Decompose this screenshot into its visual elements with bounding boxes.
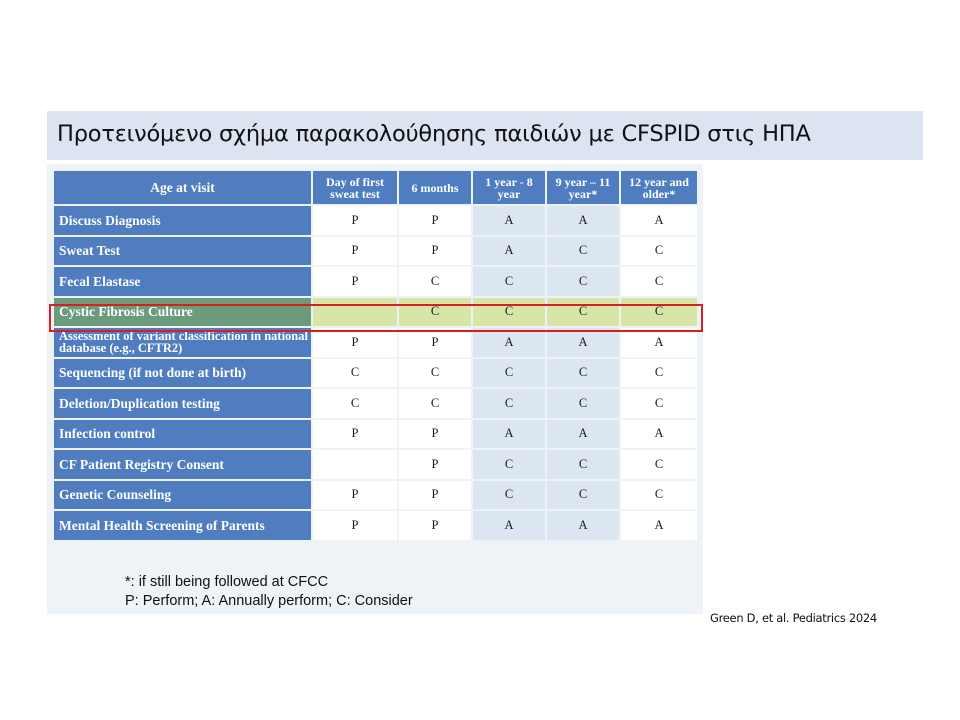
table-cell: A (620, 419, 698, 450)
table-cell: A (620, 205, 698, 236)
table-cell: C (620, 297, 698, 328)
table-cell: A (546, 510, 620, 541)
follow-up-table (52, 169, 699, 542)
table-cell: P (398, 236, 472, 267)
row-label: Cystic Fibrosis Culture (53, 297, 312, 328)
table-cell: A (472, 327, 546, 358)
header-6-months: 6 months (398, 170, 472, 205)
table-cell: A (472, 510, 546, 541)
table-cell (312, 449, 398, 480)
table-cell: P (398, 327, 472, 358)
table-cell: C (620, 388, 698, 419)
row-label: Genetic Counseling (53, 480, 312, 511)
table-cell: C (546, 358, 620, 389)
table-cell: C (398, 358, 472, 389)
table-cell: C (472, 297, 546, 328)
table-cell: A (620, 510, 698, 541)
table-cell: C (546, 480, 620, 511)
table-cell: C (472, 480, 546, 511)
table-cell: P (312, 480, 398, 511)
table-row (53, 236, 698, 267)
header-1-8-year: 1 year - 8 year (472, 170, 546, 205)
table-header-row (53, 170, 698, 205)
row-label: Sweat Test (53, 236, 312, 267)
footnote-asterisk: *: if still being followed at CFCC (125, 574, 329, 590)
table-cell: P (398, 419, 472, 450)
table-cell: P (312, 236, 398, 267)
table-row (53, 480, 698, 511)
table-cell: P (398, 205, 472, 236)
row-label: Mental Health Screening of Parents (53, 510, 312, 541)
table-cell: C (546, 449, 620, 480)
row-label: Infection control (53, 419, 312, 450)
table-cell: C (546, 236, 620, 267)
header-age-at-visit: Age at visit (53, 170, 312, 205)
table-figure (47, 164, 703, 614)
table-row (53, 419, 698, 450)
table-cell: A (546, 205, 620, 236)
header-9-11-year: 9 year – 11 year* (546, 170, 620, 205)
table-cell: C (546, 388, 620, 419)
table-cell: A (620, 327, 698, 358)
table-cell: C (398, 388, 472, 419)
table-cell: C (312, 388, 398, 419)
header-12-year-older: 12 year and older* (620, 170, 698, 205)
table-cell: A (472, 419, 546, 450)
table-cell: C (398, 266, 472, 297)
highlight-box-cf-culture (49, 304, 703, 332)
table-cell: P (398, 449, 472, 480)
table-cell: P (312, 510, 398, 541)
table-row (53, 449, 698, 480)
table-row (53, 266, 698, 297)
table-cell: P (312, 419, 398, 450)
table-cell: C (312, 358, 398, 389)
table-cell: C (620, 266, 698, 297)
table-row (53, 510, 698, 541)
table-cell: A (546, 419, 620, 450)
table-cell: C (620, 480, 698, 511)
row-label: Sequencing (if not done at birth) (53, 358, 312, 389)
row-label: CF Patient Registry Consent (53, 449, 312, 480)
slide-title: Προτεινόμενο σχήμα παρακολούθησης παιδιών με CFSPID στις ΗΠΑ (57, 121, 811, 147)
table-row (53, 205, 698, 236)
table-cell: P (398, 510, 472, 541)
table-cell: C (398, 297, 472, 328)
row-label: Assessment of variant classification in national database (e.g., CFTR2) (53, 327, 312, 358)
table-cell: P (312, 327, 398, 358)
table-cell: A (546, 327, 620, 358)
row-label: Deletion/Duplication testing (53, 388, 312, 419)
table-cell: A (472, 205, 546, 236)
table-cell: P (312, 205, 398, 236)
table-cell: C (472, 388, 546, 419)
table-cell: C (546, 266, 620, 297)
table-row (53, 388, 698, 419)
citation: Green D, et al. Pediatrics 2024 (710, 611, 877, 625)
row-label: Discuss Diagnosis (53, 205, 312, 236)
header-day-first-sweat-test: Day of first sweat test (312, 170, 398, 205)
table-cell: P (312, 266, 398, 297)
table-cell: C (472, 449, 546, 480)
table-row (53, 358, 698, 389)
table-cell: P (398, 480, 472, 511)
table-cell: C (620, 358, 698, 389)
slide-title-bar (47, 111, 923, 160)
footnote-legend: P: Perform; A: Annually perform; C: Consider (125, 593, 413, 609)
table-cell: C (472, 358, 546, 389)
table-cell: C (546, 297, 620, 328)
row-label: Fecal Elastase (53, 266, 312, 297)
table-cell: C (620, 236, 698, 267)
table-cell: A (472, 236, 546, 267)
table-cell: C (620, 449, 698, 480)
table-cell: C (472, 266, 546, 297)
